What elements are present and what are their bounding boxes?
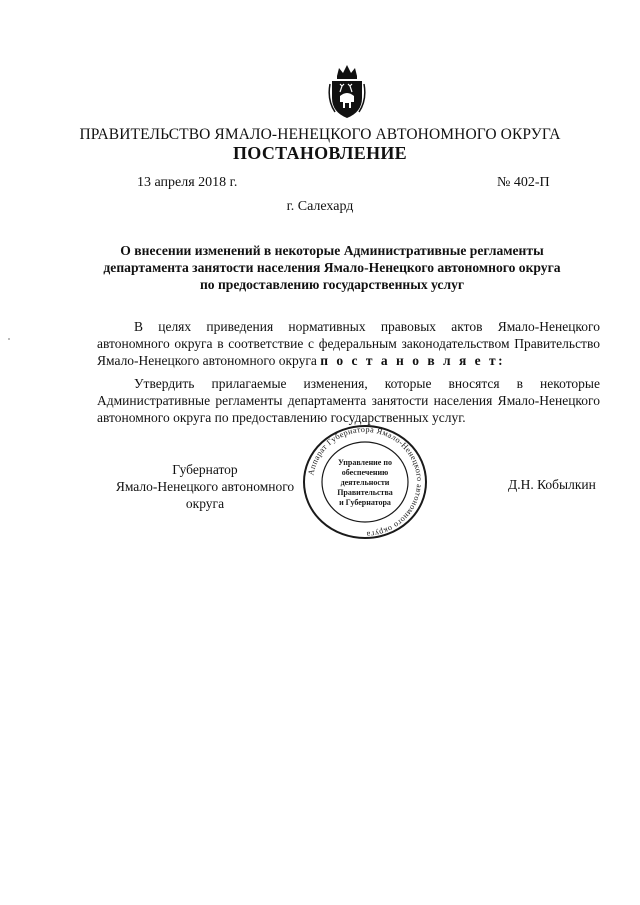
decree-word: п о с т а н о в л я е т: bbox=[320, 353, 506, 368]
position-line: Ямало-Ненецкого автономного округа bbox=[115, 479, 295, 511]
signatory-name: Д.Н. Кобылкин bbox=[508, 477, 596, 492]
stamp-inner-line: деятельности bbox=[340, 478, 390, 487]
government-name: ПРАВИТЕЛЬСТВО ЯМАЛО-НЕНЕЦКОГО АВТОНОМНОГО ОКРУГА bbox=[79, 126, 561, 143]
stamp-outer-text: Аппарат Губернатора Ямало-Ненецкого автономного округа bbox=[306, 424, 425, 540]
stamp-inner-line: Управление по bbox=[338, 458, 392, 467]
title-line: по предоставлению государственных услуг bbox=[199, 277, 465, 292]
title-line: департамента занятости населения Ямало-Ненецкого автономного округа bbox=[103, 260, 561, 275]
stamp-inner-line: и Губернатора bbox=[339, 498, 391, 507]
position-line: Губернатор bbox=[172, 462, 238, 477]
body-paragraph-1 bbox=[97, 318, 600, 369]
coat-of-arms-emblem bbox=[327, 62, 367, 120]
document-date: 13 апреля 2018 г. bbox=[137, 175, 238, 190]
paragraph-text: В целях приведения нормативных правовых актов Ямало-Ненецкого автономного округа в соответствие с федеральным законодательством Правительство Ямало-Ненецкого автономного округа bbox=[97, 319, 600, 368]
official-stamp bbox=[301, 423, 429, 541]
document-type: ПОСТАНОВЛЕНИЕ bbox=[233, 143, 407, 163]
stamp-inner-line: Правительства bbox=[337, 488, 393, 497]
document-city: г. Салехард bbox=[286, 199, 354, 214]
document-number: № 402-П bbox=[497, 175, 550, 190]
document-title bbox=[92, 242, 572, 293]
title-line: О внесении изменений в некоторые Административные регламенты bbox=[120, 243, 544, 258]
body-paragraph-2: Утвердить прилагаемые изменения, которые вносятся в некоторые Административные регламенты департамента занятости населения Ямало-Ненецкого автономного округа по предоставлению государственных услуг. bbox=[97, 376, 600, 425]
margin-mark bbox=[8, 338, 10, 340]
stamp-inner-line: обеспечению bbox=[341, 468, 389, 477]
signatory-position bbox=[100, 461, 310, 512]
